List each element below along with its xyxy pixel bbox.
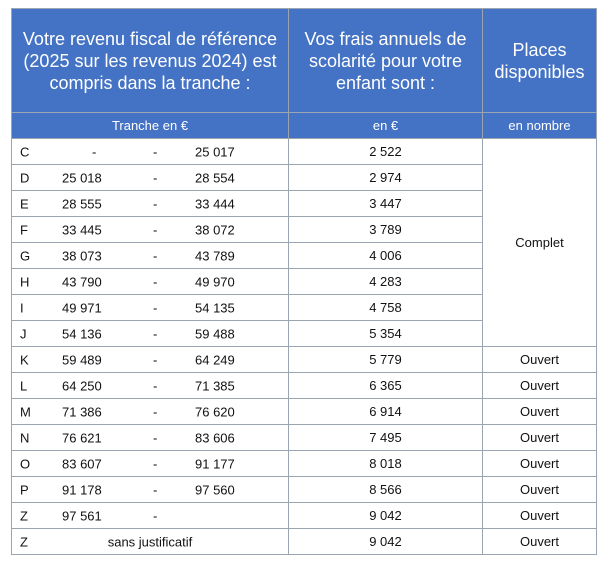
bracket-low: 25 018	[62, 170, 102, 185]
bracket-separator: -	[153, 352, 158, 367]
bracket-high: 91 177	[195, 456, 235, 471]
places-cell: Ouvert	[483, 347, 597, 373]
bracket-separator: -	[153, 508, 158, 523]
places-cell: Ouvert	[483, 477, 597, 503]
fee-cell: 9 042	[289, 529, 483, 555]
subheader-places-unit: en nombre	[483, 113, 597, 139]
bracket-low: 97 561	[62, 508, 102, 523]
bracket-cell	[12, 321, 289, 347]
bracket-separator: -	[153, 482, 158, 497]
bracket-high: 43 789	[195, 248, 235, 263]
fee-cell: 4 006	[289, 243, 483, 269]
bracket-low: 76 621	[62, 430, 102, 445]
bracket-cell	[12, 139, 289, 165]
table-row	[12, 529, 597, 555]
bracket-separator: -	[153, 248, 158, 263]
places-cell: Ouvert	[483, 399, 597, 425]
header-income-bracket: Votre revenu fiscal de référence (2025 sur les revenus 2024) est compris dans la tranche :	[12, 9, 289, 113]
table-row	[12, 425, 597, 451]
table-row	[12, 373, 597, 399]
bracket-code: Z	[20, 534, 28, 549]
bracket-low: 59 489	[62, 352, 102, 367]
bracket-low: 33 445	[62, 222, 102, 237]
bracket-separator: -	[153, 430, 158, 445]
bracket-low: 71 386	[62, 404, 102, 419]
subheader-row	[12, 113, 597, 139]
bracket-high: 59 488	[195, 326, 235, 341]
bracket-separator: -	[153, 404, 158, 419]
bracket-code: H	[20, 274, 30, 289]
bracket-code: Z	[20, 508, 28, 523]
bracket-cell	[12, 295, 289, 321]
bracket-code: J	[20, 326, 27, 341]
tuition-table	[11, 8, 597, 555]
bracket-code: C	[20, 144, 30, 159]
bracket-code: D	[20, 170, 30, 185]
bracket-separator: -	[153, 456, 158, 471]
bracket-high: 54 135	[195, 300, 235, 315]
fee-cell: 7 495	[289, 425, 483, 451]
bracket-low: 43 790	[62, 274, 102, 289]
places-cell: Ouvert	[483, 373, 597, 399]
bracket-low: 49 971	[62, 300, 102, 315]
table-row	[12, 451, 597, 477]
bracket-low: 91 178	[62, 482, 102, 497]
bracket-code: N	[20, 430, 30, 445]
table-row	[12, 399, 597, 425]
places-cell: Ouvert	[483, 451, 597, 477]
bracket-low: 54 136	[62, 326, 102, 341]
bracket-high: 97 560	[195, 482, 235, 497]
bracket-high: 76 620	[195, 404, 235, 419]
bracket-high: 83 606	[195, 430, 235, 445]
bracket-cell	[12, 399, 289, 425]
bracket-high: 33 444	[195, 196, 235, 211]
bracket-separator: -	[153, 144, 158, 159]
bracket-cell	[12, 373, 289, 399]
table-row	[12, 477, 597, 503]
bracket-cell	[12, 191, 289, 217]
fee-cell: 6 914	[289, 399, 483, 425]
fee-cell: 8 018	[289, 451, 483, 477]
header-annual-fees: Vos frais annuels de scolarité pour votre enfant sont :	[289, 9, 483, 113]
bracket-low: 28 555	[62, 196, 102, 211]
table-row	[12, 139, 597, 165]
fee-cell: 5 779	[289, 347, 483, 373]
fee-cell: 2 974	[289, 165, 483, 191]
fee-cell: 5 354	[289, 321, 483, 347]
bracket-cell	[12, 269, 289, 295]
bracket-cell	[12, 243, 289, 269]
bracket-code: K	[20, 352, 29, 367]
table-row	[12, 347, 597, 373]
fee-cell: 4 283	[289, 269, 483, 295]
fee-cell: 4 758	[289, 295, 483, 321]
bracket-high: 38 072	[195, 222, 235, 237]
bracket-separator: -	[153, 378, 158, 393]
bracket-code: L	[20, 378, 28, 393]
bracket-separator: -	[153, 274, 158, 289]
fee-cell: 8 566	[289, 477, 483, 503]
bracket-cell	[12, 477, 289, 503]
bracket-low: -	[92, 144, 97, 159]
tuition-table-wrapper	[11, 8, 596, 555]
header-available-places: Places disponibles	[483, 9, 597, 113]
bracket-separator: -	[153, 222, 158, 237]
bracket-code: G	[20, 248, 31, 263]
fee-cell: 6 365	[289, 373, 483, 399]
bracket-low: 64 250	[62, 378, 102, 393]
bracket-separator: -	[153, 170, 158, 185]
table-body	[12, 139, 597, 555]
bracket-cell	[12, 347, 289, 373]
places-cell: Ouvert	[483, 425, 597, 451]
bracket-cell	[12, 503, 289, 529]
table-row	[12, 503, 597, 529]
bracket-cell	[12, 217, 289, 243]
bracket-code: I	[20, 300, 24, 315]
header-row	[12, 9, 597, 113]
places-cell: Ouvert	[483, 503, 597, 529]
bracket-note: sans justificatif	[107, 534, 193, 549]
bracket-code: O	[20, 456, 31, 471]
bracket-code: M	[20, 404, 31, 419]
fee-cell: 2 522	[289, 139, 483, 165]
bracket-cell	[12, 451, 289, 477]
bracket-cell	[12, 529, 289, 555]
bracket-high: 49 970	[195, 274, 235, 289]
bracket-cell	[12, 425, 289, 451]
bracket-code: P	[20, 482, 29, 497]
fee-cell: 3 447	[289, 191, 483, 217]
bracket-code: F	[20, 222, 28, 237]
fee-cell: 3 789	[289, 217, 483, 243]
bracket-separator: -	[153, 326, 158, 341]
bracket-high: 25 017	[195, 144, 235, 159]
places-complet-cell: Complet	[483, 139, 597, 347]
bracket-high: 71 385	[195, 378, 235, 393]
bracket-low: 83 607	[62, 456, 102, 471]
subheader-fee-unit: en €	[289, 113, 483, 139]
bracket-cell	[12, 165, 289, 191]
bracket-code: E	[20, 196, 29, 211]
bracket-high: 64 249	[195, 352, 235, 367]
bracket-separator: -	[153, 300, 158, 315]
bracket-low: 38 073	[62, 248, 102, 263]
bracket-high: 28 554	[195, 170, 235, 185]
subheader-bracket-unit: Tranche en €	[12, 113, 289, 139]
places-cell: Ouvert	[483, 529, 597, 555]
fee-cell: 9 042	[289, 503, 483, 529]
bracket-separator: -	[153, 196, 158, 211]
